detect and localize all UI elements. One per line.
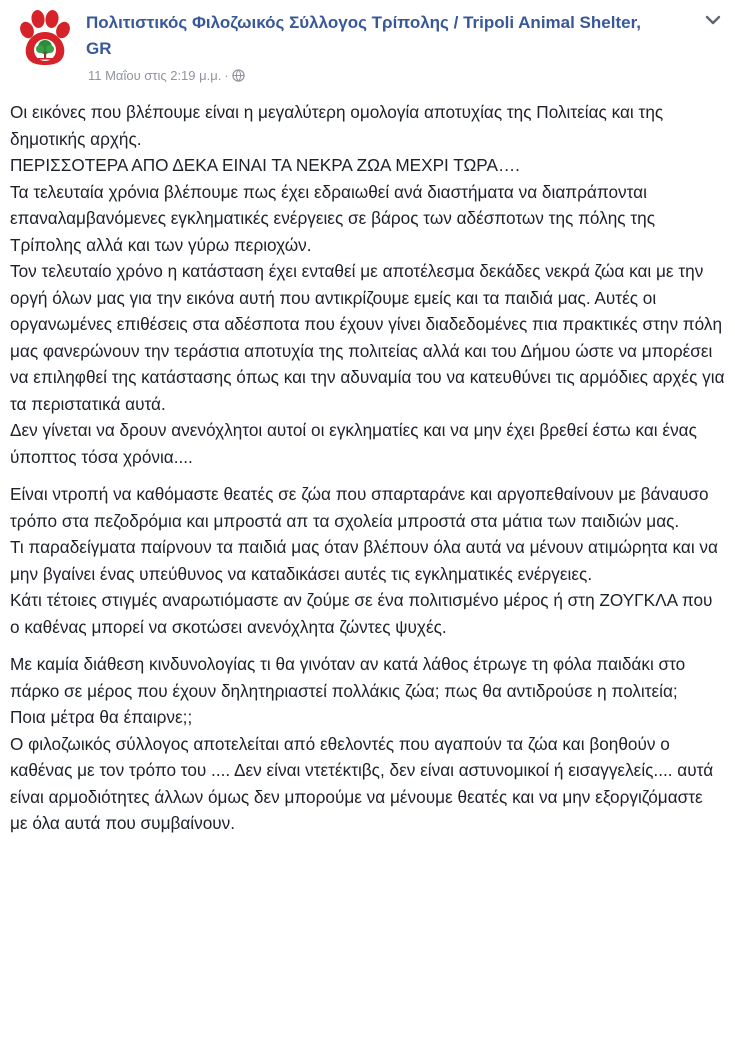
globe-icon[interactable] [232, 69, 245, 86]
chevron-down-icon[interactable] [702, 12, 724, 28]
post-body [10, 99, 725, 848]
paw-logo-icon [14, 8, 76, 70]
page-name-link[interactable]: Πολιτιστικός Φιλοζωικός Σύλλογος Τρίπολης / Tripoli Animal Shelter, GR [86, 13, 641, 58]
post-paragraph-2: Είναι ντροπή να καθόμαστε θεατές σε ζώα που σπαρταράνε και αργοπεθαίνουν με βάναυσο τρόπο στα πεζοδρόμια και μπροστά απ τα σχολεία μπροστά στα μάτια των παιδιών μας. Τι παραδείγματα παίρνουν τα παιδιά μας όταν βλέπουν όλα αυτά να μένουν ατιμώρητα και να μην βγαίνει ένας υπεύθυνος να καταδικάσει αυτές τις εγκληματικές ενέργειες. Κάτι τέτοιες στιγμές αναρωτιόμαστε αν ζούμε σε ένα πολιτισμένο μέρος ή στη ΖΟΥΓΚΛΑ που ο καθένας μπορεί να σκοτώσει ανενόχλητα ζώντες ψυχές. [10, 484, 718, 637]
post-timestamp[interactable]: 11 Μαΐου στις 2:19 μ.μ. [88, 68, 222, 83]
meta-separator: · [224, 68, 229, 83]
post-paragraph-3: Με καμία διάθεση κινδυνολογίας τι θα γινόταν αν κατά λάθος έτρωγε τη φόλα παιδάκι στο πάρκο σε μέρος που έχουν δηλητηριαστεί πολλάκις ζώα; πως θα αντιδρούσε η πολιτεία; Ποια μέτρα θα έπαιρνε;; Ο φιλοζωικός σύλλογος αποτελείται από εθελοντές που αγαπούν τα ζώα και βοηθούν ο καθένας με τον τρόπο του .... Δεν είναι ντετέκτιβς, δεν είναι αστυνομικοί ή εισαγγελείς.... αυτά είναι αρμοδιότητες άλλων όμως δεν μπορούμε να μένουμε θεατές και να μην εξοργιζόμαστε με όλα αυτά που συμβαίνουν. [10, 654, 714, 833]
post-paragraph-1: Οι εικόνες που βλέπουμε είναι η μεγαλύτερη ομολογία αποτυχίας της Πολιτείας και της δημοτικής αρχής. ΠΕΡΙΣΣΟΤΕΡΑ ΑΠΟ ΔΕΚΑ ΕΙΝΑΙ ΤΑ ΝΕΚΡΑ ΖΩΑ ΜΕΧΡΙ ΤΩΡΑ…. Τα τελευταία χρόνια βλέπουμε πως έχει εδραιωθεί ανά διαστήματα να διαπράπονται επαναλαμβανόμενες εγκληματικές ενέργειες σε βάρος των αδέσποτων της πόλης της Τρίπολης αλλά και των γύρω περιοχών. Τον τελευταίο χρόνο η κατάσταση έχει ενταθεί με αποτέλεσμα δεκάδες νεκρά ζώα και με την οργή όλων μας για την εικόνα αυτή που αντικρίζουμε εμείς και τα παιδιά μας. Αυτές οι οργανωμένες επιθέσεις στα αδέσποτα που έχουν γίνει διαδεδομένες πια πρακτικές στην πόλη μας φανερώνουν την τεράστια αποτυχία της πολιτείας αλλά και του Δήμου ώστε να μπορέσει να επιληφθεί της κατάστασης όπως και την αδυναμία του να κατευθύνει τις αρμόδιες αρχές για τα περιστατικά αυτά. Δεν γίνεται να δρουν ανενόχλητοι αυτοί οι εγκληματίες και να μην έχει βρεθεί έστω και ένας ύποπτος τόσα χρόνια.... [10, 102, 725, 467]
post-header [14, 8, 724, 92]
avatar[interactable] [14, 8, 76, 70]
post-meta [88, 68, 245, 86]
